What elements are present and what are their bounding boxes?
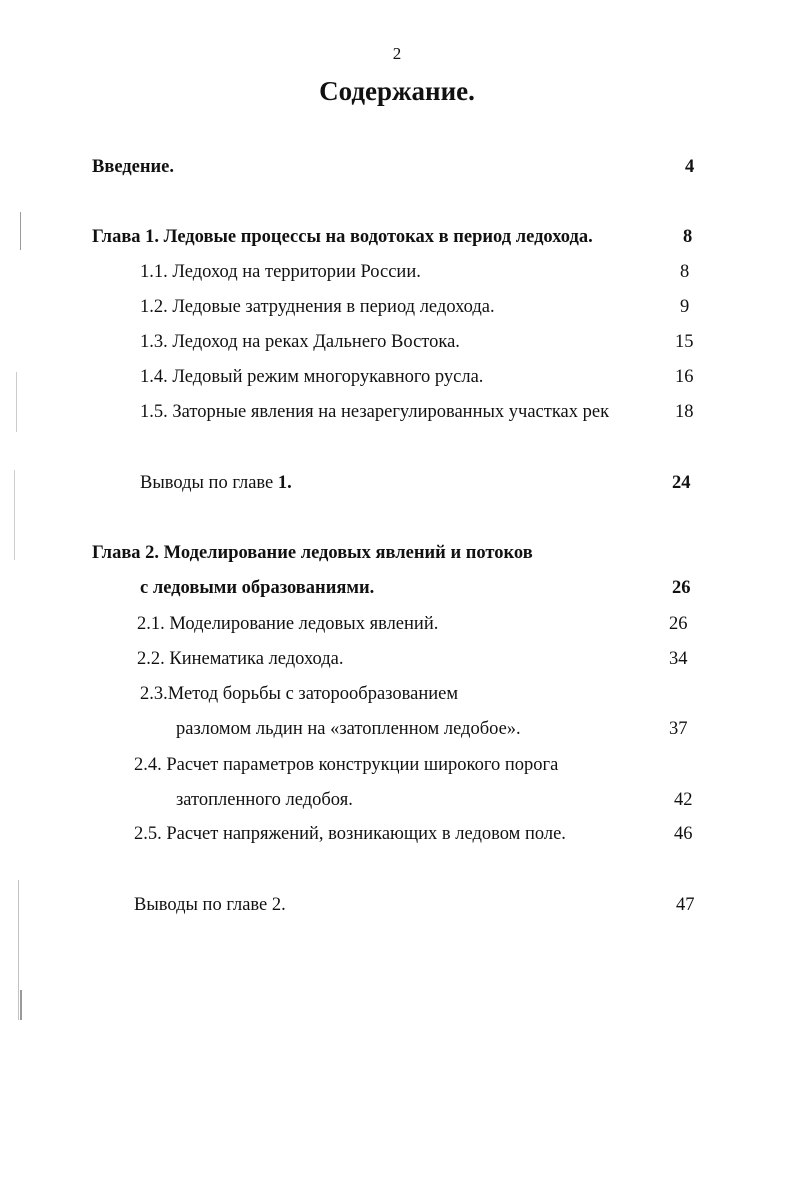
toc-entry-conclusions-1-text: Выводы по главе (140, 473, 278, 493)
toc-entry-2-3-cont: разломом льдин на «затопленном ледобое». (176, 719, 521, 739)
toc-page-1-2: 9 (680, 297, 690, 317)
toc-page-chapter-1: 8 (683, 227, 693, 247)
toc-entry-intro: Введение. (92, 157, 175, 177)
toc-entry-1-2: 1.2. Ледовые затруднения в период ледохода. (140, 297, 495, 317)
toc-entry-1-4: 1.4. Ледовый режим многорукавного русла. (140, 367, 484, 387)
toc-entry-conclusions-2: Выводы по главе 2. (134, 895, 286, 915)
page-number: 2 (392, 44, 402, 63)
scan-artifact (14, 470, 15, 560)
toc-entry-2-5: 2.5. Расчет напряжений, возникающих в ледовом поле. (134, 824, 566, 844)
toc-page-chapter-2: 26 (672, 578, 691, 598)
toc-page-2-1: 26 (669, 614, 688, 634)
toc-entry-2-2: 2.2. Кинематика ледохода. (137, 649, 344, 669)
toc-entry-chapter-2: Глава 2. Моделирование ледовых явлений и потоков (92, 543, 533, 563)
scan-artifact (16, 372, 17, 432)
toc-entry-2-4: 2.4. Расчет параметров конструкции широкого порога (134, 755, 559, 775)
toc-entry-2-4-cont: затопленного ледобоя. (176, 790, 353, 810)
toc-page-1-5: 18 (675, 402, 694, 422)
page-title: Содержание. (319, 76, 475, 106)
toc-entry-conclusions-1 (140, 472, 292, 494)
toc-entry-chapter-1: Глава 1. Ледовые процессы на водотоках в период ледохода. (92, 227, 593, 247)
toc-page-conclusions-1: 24 (672, 473, 691, 493)
scan-artifact (20, 990, 22, 1020)
toc-entry-1-5: 1.5. Заторные явления на незарегулированных участках рек (140, 402, 610, 422)
toc-entry-1-1: 1.1. Ледоход на территории России. (140, 262, 421, 282)
toc-entry-chapter-2-cont: с ледовыми образованиями. (140, 578, 375, 598)
toc-page-2-5: 46 (674, 824, 693, 844)
toc-page-2-3: 37 (669, 719, 688, 739)
toc-page-1-3: 15 (675, 332, 694, 352)
toc-page-2-2: 34 (669, 649, 688, 669)
scan-artifact (18, 880, 19, 1020)
toc-page-1-4: 16 (675, 367, 694, 387)
toc-entry-1-3: 1.3. Ледоход на реках Дальнего Востока. (140, 332, 460, 352)
toc-page-conclusions-2: 47 (676, 895, 695, 915)
toc-page-2-4: 42 (674, 790, 693, 810)
toc-entry-2-3: 2.3.Метод борьбы с заторообразованием (140, 684, 459, 704)
toc-entry-2-1: 2.1. Моделирование ледовых явлений. (137, 614, 439, 634)
toc-entry-conclusions-1-number: 1. (277, 473, 292, 493)
scan-artifact (20, 212, 21, 250)
toc-page-1-1: 8 (680, 262, 690, 282)
toc-page-intro: 4 (685, 157, 695, 177)
